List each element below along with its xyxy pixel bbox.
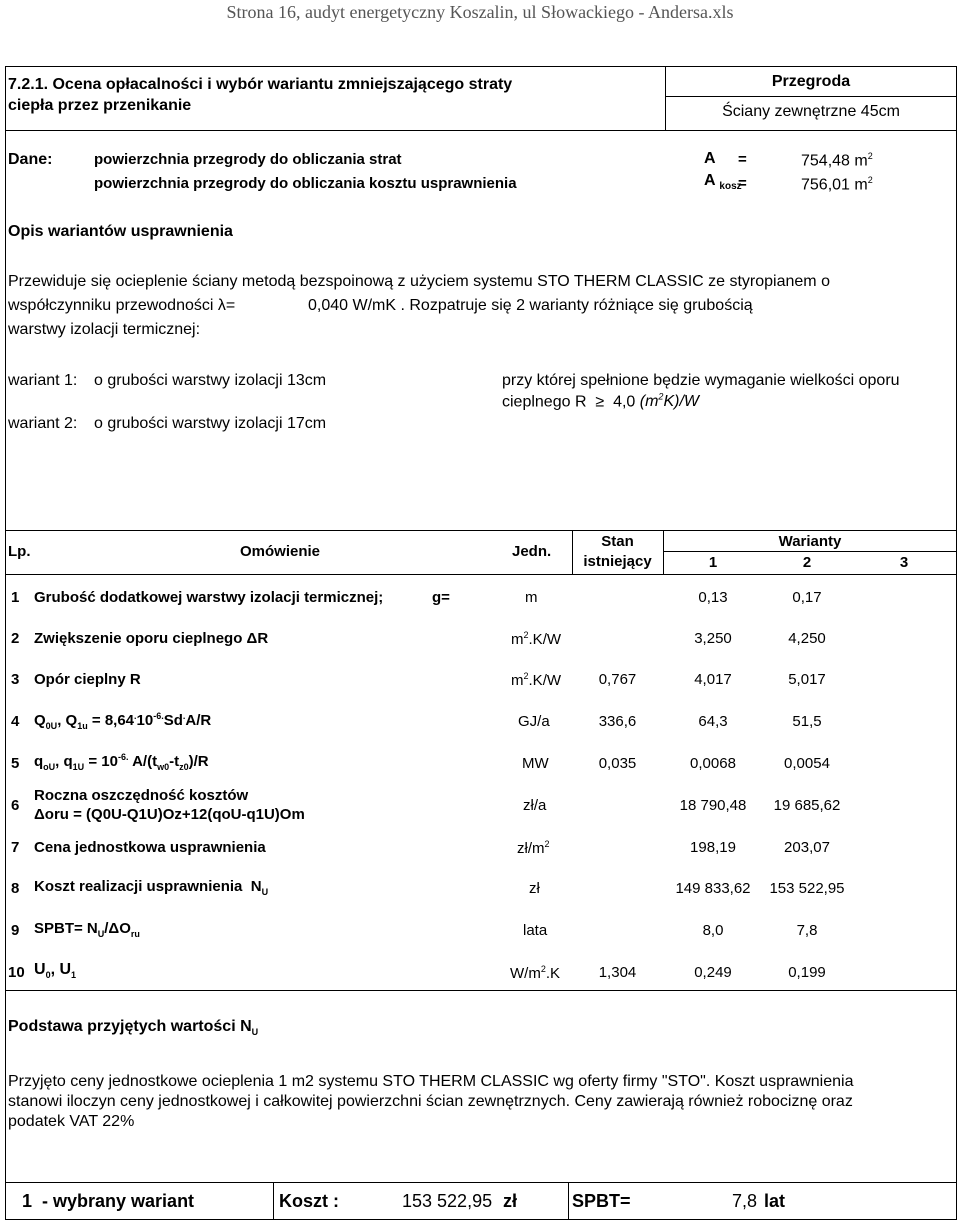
row10-v1: 0,249	[694, 964, 732, 981]
header-desc: Omówienie	[239, 543, 321, 560]
basis-line1: Przyjęto ceny jednostkowe ocieplenia 1 m2 systemu STO THERM CLASSIC wg oferty firmy "STO". Koszt usprawnienia	[8, 1073, 854, 1090]
row8-lp: 8	[11, 880, 20, 897]
row7-lp: 7	[11, 839, 20, 856]
summary-spbt-value: 7,8	[732, 1191, 758, 1211]
partition-value: Ściany zewnętrzne 45cm	[722, 103, 900, 120]
row10-unit: $W/m^2.K$	[510, 964, 561, 982]
row8-desc: Koszt realizacji usprawnienia $N_U$	[34, 878, 269, 897]
summary-divider-1	[273, 1182, 274, 1220]
row2-v1: 3,250	[694, 630, 732, 647]
summary-cost-unit: zł	[503, 1191, 518, 1211]
partition-underline	[665, 96, 957, 97]
row3-v2: 5,017	[788, 671, 826, 688]
row1-extra: g=	[432, 589, 450, 606]
summary-cost-label: Koszt :	[279, 1191, 339, 1211]
row9-v2: 7,8	[796, 922, 818, 939]
row9-v1: 8,0	[702, 922, 724, 939]
partition-label: Przegroda	[771, 73, 851, 90]
table-top-rule	[5, 530, 957, 531]
row3-desc: Opór cieplny R	[34, 671, 141, 688]
table-bottom-rule	[5, 990, 957, 991]
row4-desc: $Q_{0U}$, $Q_{1u} = 8,64^.10^{-6.}Sd^.A/R$	[34, 711, 212, 731]
summary-cost-value: 153 522,95	[402, 1191, 493, 1211]
row6-v1: 18 790,48	[679, 797, 747, 814]
row5-desc: $q_{oU}$, $q_{1U} = 10^{-6.}$ $A/(t_{w0}-t_{z0})/R$	[34, 752, 209, 772]
row1-lp: 1	[11, 589, 20, 606]
row1-unit: m	[525, 589, 538, 606]
row7-v1: 198,19	[690, 839, 736, 856]
header-variants: Warianty	[778, 533, 842, 550]
row5-unit: MW	[522, 755, 549, 772]
title-bottom-rule	[5, 130, 957, 131]
row7-v2: 203,07	[784, 839, 830, 856]
basis-line2: stanowi iloczyn ceny jednostkowej i całkowitej powierzchni ścian zewnętrznych. Ceny zawierają również robociznę oraz	[8, 1093, 853, 1110]
row5-stan: 0,035	[598, 755, 637, 772]
variant2-text: o grubości warstwy izolacji 17cm	[94, 415, 327, 432]
row1-v1: 0,13	[698, 589, 728, 606]
row7-desc: Cena jednostkowa usprawnienia	[34, 839, 266, 856]
section-title-line2: ciepła przez przenikanie	[8, 97, 192, 114]
header-stan-2: istniejący	[583, 553, 652, 570]
row7-unit: $zł/m^2$	[517, 839, 550, 857]
given-row2-symbol: A $_{kosz}$	[704, 172, 742, 193]
row4-v2: 51,5	[792, 713, 822, 730]
row1-desc: Grubość dodatkowej warstwy izolacji termicznej;	[34, 589, 384, 606]
row5-v2: 0,0054	[784, 755, 830, 772]
given-row2-eq: =	[738, 175, 747, 192]
requirement-line2: cieplnego R ≥ 4,0 $(m^2K)/W$	[502, 392, 699, 411]
page-header: Strona 16, audyt energetyczny Koszalin, ul Słowackiego - Andersa.xls	[226, 2, 734, 22]
row3-unit: $m^2.K/W$	[511, 671, 562, 689]
row2-unit: $m^2.K/W$	[511, 630, 562, 648]
variant1-label: wariant 1:	[8, 372, 78, 389]
variants-header-rule	[663, 551, 957, 552]
summary-chosen-variant: 1 - wybrany wariant	[22, 1191, 195, 1211]
requirement-line1: przy której spełnione będzie wymaganie wielkości oporu	[502, 372, 900, 389]
row10-lp: 10	[8, 964, 25, 981]
row6-v2: 19 685,62	[773, 797, 841, 814]
row10-v2: 0,199	[788, 964, 826, 981]
summary-top-rule	[5, 1182, 957, 1183]
variants-desc-line3: warstwy izolacji termicznej:	[8, 321, 201, 338]
variants-desc-line2a: współczynniku przewodności λ=	[8, 297, 236, 314]
given-row1-symbol: A	[704, 150, 716, 167]
row8-unit: zł	[529, 880, 540, 897]
row2-lp: 2	[11, 630, 20, 647]
row9-lp: 9	[11, 922, 20, 939]
row6-lp: 6	[11, 797, 20, 814]
row8-v2: 153 522,95	[769, 880, 845, 897]
summary-spbt-unit: lat	[764, 1191, 786, 1211]
row1-v2: 0,17	[792, 589, 822, 606]
row3-v1: 4,017	[694, 671, 732, 688]
row5-lp: 5	[11, 755, 20, 772]
section-title-line1: 7.2.1. Ocena opłacalności i wybór wariantu zmniejszającego straty	[8, 76, 513, 93]
variant1-text: o grubości warstwy izolacji 13cm	[94, 372, 327, 389]
row3-stan: 0,767	[598, 671, 637, 688]
variants-desc-line1: Przewiduje się ocieplenie ściany metodą bezspoinową z użyciem systemu STO THERM CLASSIC ze styropianem o	[8, 273, 830, 290]
table-header-bottom-rule	[5, 574, 957, 575]
row8-v1: 149 833,62	[675, 880, 751, 897]
row9-unit: lata	[523, 922, 548, 939]
variants-desc-line2b: 0,040 W/mK . Rozpatruje się 2 warianty różniące się grubością	[308, 297, 753, 314]
given-label: Dane:	[8, 151, 53, 168]
header-stan-1: Stan	[601, 533, 634, 550]
given-row2-value: 756,01 $m^2$	[801, 175, 873, 194]
row6-unit: zł/a	[523, 797, 547, 814]
given-row1-text: powierzchnia przegrody do obliczania strat	[94, 151, 402, 168]
row6-desc-2: Δoru = (Q0U-Q1U)Oz+12(qoU-q1U)Om	[34, 806, 305, 823]
summary-divider-2	[568, 1182, 569, 1220]
summary-spbt-label: SPBT=	[572, 1191, 631, 1211]
row10-stan: 1,304	[598, 964, 637, 981]
row9-desc: SPBT= $N_U/\Delta O_{ru}$	[34, 920, 140, 939]
given-row1-value: 754,48 $m^2$	[801, 151, 873, 170]
basis-heading: Podstawa przyjętych wartości $N_U$	[8, 1018, 259, 1038]
row3-lp: 3	[11, 671, 20, 688]
header-v2: 2	[802, 554, 812, 571]
header-v1: 1	[708, 554, 718, 571]
row2-v2: 4,250	[788, 630, 826, 647]
row6-desc-1: Roczna oszczędność kosztów	[34, 787, 249, 804]
row5-v1: 0,0068	[690, 755, 736, 772]
row4-unit: GJ/a	[518, 713, 550, 730]
row4-stan: 336,6	[598, 713, 637, 730]
header-lp: Lp.	[8, 543, 31, 560]
row4-v1: 64,3	[698, 713, 728, 730]
row10-desc: $U_0$, $U_1$	[34, 961, 77, 981]
row4-lp: 4	[11, 713, 20, 730]
basis-line3: podatek VAT 22%	[8, 1113, 135, 1130]
header-unit: Jedn.	[512, 543, 552, 560]
given-row1-eq: =	[738, 151, 747, 168]
row2-desc: Zwiększenie oporu cieplnego ΔR	[34, 630, 269, 647]
given-row2-text: powierzchnia przegrody do obliczania kosztu usprawnienia	[94, 175, 517, 192]
header-v3: 3	[899, 554, 909, 571]
variant2-label: wariant 2:	[8, 415, 78, 432]
variants-heading: Opis wariantów usprawnienia	[8, 223, 233, 240]
